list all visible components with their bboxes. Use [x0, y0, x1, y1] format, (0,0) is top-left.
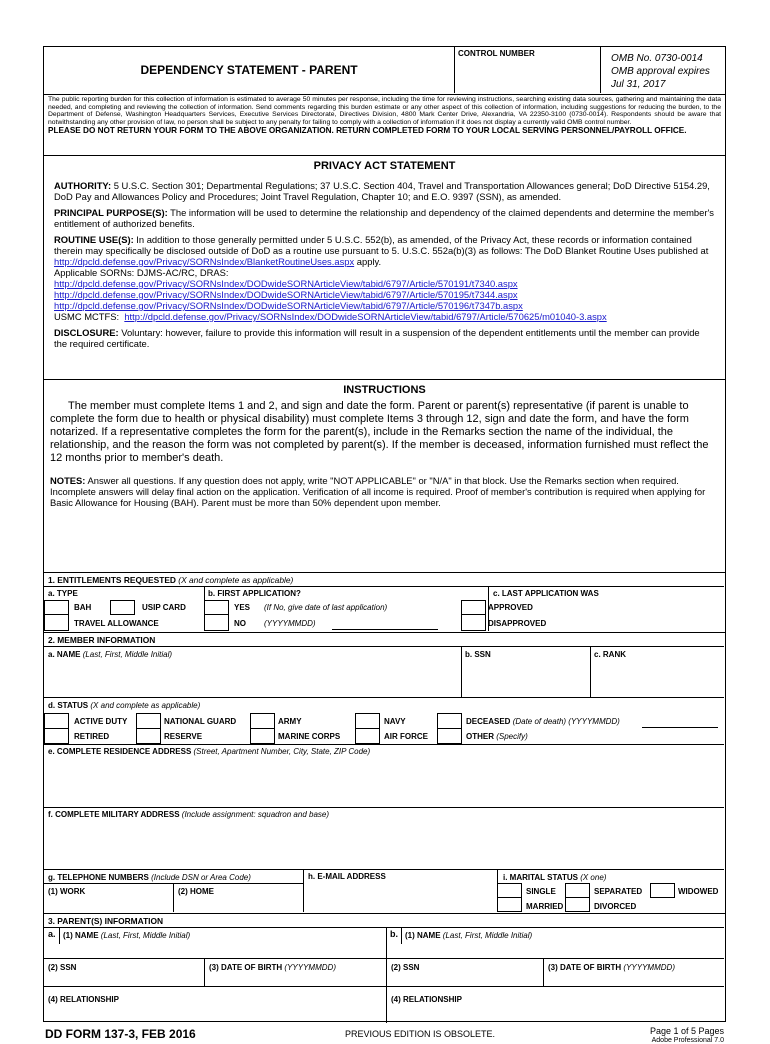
national-guard-label: NATIONAL GUARD [164, 717, 237, 726]
army-checkbox[interactable] [250, 713, 275, 729]
section-1-title [48, 575, 293, 585]
marital-label: i. MARITAL STATUS [503, 873, 578, 882]
parent-b-dob-label: (3) DATE OF BIRTH [548, 963, 622, 972]
parent-b-relationship-field[interactable]: (4) RELATIONSHIP [391, 995, 462, 1004]
parent-a-dob-label: (3) DATE OF BIRTH [209, 963, 283, 972]
navy-label: NAVY [384, 717, 406, 726]
burden-text: The public reporting burden for this collection of information is estimated to average 50 minutes per response, including the time for reviewing instructions, searching existing data sources, gathering and maintaining the data needed, and completing and reviewing the collection of information. Send comments regarding this burden estimate or any other aspect of this collection of information, including suggestions for reducing the burden, to the Department of Defense, Washington Headquarters Services, Executive Services Directorate, Directives Division, 4800 Mark Center Drive, Alexandria, VA 22350-3100 (0730-0014). Respondents should be aware that notwithstanding any other provision of law, no person shall be subject to any penalty for failing to comply with a collection of information if it does not display a currently valid OMB control number. [48, 96, 721, 126]
residence-address-label: e. COMPLETE RESIDENCE ADDRESS [48, 747, 192, 756]
disclosure-label: DISCLOSURE: [54, 327, 119, 338]
routine-text: In addition to those generally permitted under 5 U.S.C. 552(b), as amended, of the Privacy Act, these records or information contained therein may specifically be disclosed outside of DoD as a routine use pursuant to 5. U.S.C. 552a(b)(3) as follows: The DoD Blanket Routine Uses published at [54, 234, 709, 256]
marital-hint: (X one) [580, 873, 607, 882]
section-3-title: 3. PARENT(S) INFORMATION [48, 916, 164, 926]
omb-approval: OMB approval expires [611, 66, 710, 77]
date-of-death-line[interactable] [642, 727, 718, 728]
parent-a-name-field[interactable] [63, 931, 190, 940]
marine-corps-label: MARINE CORPS [278, 732, 341, 741]
reserve-checkbox[interactable] [136, 728, 161, 744]
telephone-label: g. TELEPHONE NUMBERS [48, 873, 149, 882]
yes-label: YES [234, 603, 251, 612]
authority-label: AUTHORITY: [54, 180, 112, 191]
national-guard-checkbox[interactable] [136, 713, 161, 729]
military-address-field[interactable] [48, 810, 329, 819]
email-field[interactable]: h. E-MAIL ADDRESS [308, 872, 386, 881]
military-address-label: f. COMPLETE MILITARY ADDRESS [48, 810, 180, 819]
page-count: Page 1 of 5 Pages [649, 1026, 724, 1036]
travel-checkbox[interactable] [44, 614, 69, 631]
usip-checkbox[interactable] [110, 600, 135, 615]
member-name-hint: (Last, First, Middle Initial) [82, 650, 173, 659]
parent-a-name-label: (1) NAME [63, 931, 99, 940]
usmc-label: USMC MCTFS: [54, 311, 120, 322]
notes-text: Answer all questions. If any question does not apply, write "NOT APPLICABLE" or "N/A" in that block. Use the Remarks section when required. Incomplete answers will delay final action on the application. Verification of all income is required. Proof of member's contribution is required when applying for Basic Allowance for Housing (BAH). Parent must be more than 50% dependent upon member. [50, 475, 706, 508]
other-checkbox[interactable] [437, 728, 462, 744]
yes-checkbox[interactable] [204, 600, 229, 615]
instructions-section [43, 379, 726, 573]
deceased-label: DECEASED [466, 717, 511, 726]
parent-a-name-hint: (Last, First, Middle Initial) [100, 931, 191, 940]
telephone-hint: (Include DSN or Area Code) [151, 873, 251, 882]
widowed-checkbox[interactable] [650, 883, 675, 898]
residence-address-hint: (Street, Apartment Number, City, State, ZIP Code) [193, 747, 371, 756]
parent-b-name-hint: (Last, First, Middle Initial) [442, 931, 533, 940]
deceased-hint: (Date of death) (YYYYMMDD) [512, 717, 620, 726]
form-title: DEPENDENCY STATEMENT - PARENT [140, 63, 358, 77]
usmc-link[interactable]: http://dpcld.defense.gov/Privacy/SORNsIndex/DODwideSORNArticleView/tabid/6797/Article/570625/m01040-3.aspx [124, 311, 607, 322]
routine-label: ROUTINE USE(S): [54, 234, 134, 245]
section-parents-info [43, 913, 726, 1022]
marine-corps-checkbox[interactable] [250, 728, 275, 744]
section-1-label: 1. ENTITLEMENTS REQUESTED [48, 575, 176, 585]
purpose-text: The information will be used to determine the relationship and dependency of the claimed dependents and determine the member's entitlement of authorized benefits. [54, 207, 714, 229]
other-field[interactable] [466, 732, 528, 741]
authority-text: 5 U.S.C. Section 301; Departmental Regulations; 37 U.S.C. Section 404, Travel and Transportation Allowances general; DoD Directive 5154.29, DoD Pay and Allowances Policy and Procedures; Joint Travel Regulation, Chapter 10; and E.O. 9397 (SSN), as amended. [54, 180, 710, 202]
divorced-label: DIVORCED [594, 902, 637, 911]
bah-checkbox[interactable] [44, 600, 69, 615]
air-force-checkbox[interactable] [355, 728, 380, 744]
sorn-link[interactable]: http://dpcld.defense.gov/Privacy/SORNsIndex/DODwideSORNArticleView/tabid/6797/Article/570195/t7344.aspx [54, 289, 518, 300]
sorn-link[interactable]: http://dpcld.defense.gov/Privacy/SORNsIndex/DODwideSORNArticleView/tabid/6797/Article/570196/t7347b.aspx [54, 300, 523, 311]
separated-label: SEPARATED [594, 887, 643, 896]
parent-b-name-field[interactable] [405, 931, 532, 940]
instructions-title: INSTRUCTIONS [343, 384, 426, 396]
no-checkbox[interactable] [204, 614, 229, 631]
retired-label: RETIRED [74, 732, 110, 741]
section-member-info [43, 632, 726, 914]
omb-date: Jul 31, 2017 [611, 79, 666, 90]
navy-checkbox[interactable] [355, 713, 380, 729]
member-name-field[interactable] [48, 650, 172, 659]
blanket-routine-link[interactable]: http://dpcld.defense.gov/Privacy/SORNsIndex/BlanketRoutineUses.aspx [54, 256, 355, 267]
married-label: MARRIED [526, 902, 564, 911]
status-hint: (X and complete as applicable) [90, 701, 201, 710]
army-label: ARMY [278, 717, 302, 726]
telephone-title [48, 873, 251, 882]
married-checkbox[interactable] [497, 897, 522, 912]
marital-title [503, 873, 606, 882]
parent-a-dob-field[interactable] [209, 963, 336, 972]
active-duty-label: ACTIVE DUTY [74, 717, 128, 726]
form-id: DD FORM 137-3, FEB 2016 [45, 1027, 196, 1041]
parent-b-marker: b. [390, 929, 398, 939]
routine-after: apply. [356, 256, 382, 267]
deceased-field [466, 717, 620, 726]
bah-label: BAH [74, 603, 92, 612]
work-phone-field[interactable]: (1) WORK [48, 887, 86, 896]
last-application-label: c. LAST APPLICATION WAS [493, 589, 599, 598]
parent-b-dob-hint: (YYYYMMDD) [623, 963, 675, 972]
notes-label: NOTES: [50, 475, 86, 486]
home-phone-field[interactable]: (2) HOME [178, 887, 214, 896]
disclosure-paragraph [54, 327, 715, 349]
date-hint: (YYYYMMDD) [264, 619, 316, 628]
parent-b-ssn-field[interactable]: (2) SSN [391, 963, 420, 972]
active-duty-checkbox[interactable] [44, 713, 69, 729]
last-application-date-line[interactable] [332, 629, 438, 630]
usmc-line [54, 311, 715, 322]
form-header [43, 46, 726, 95]
status-label: d. STATUS [48, 701, 89, 710]
parent-a-dob-hint: (YYYYMMDD) [284, 963, 336, 972]
first-application-label: b. FIRST APPLICATION? [208, 589, 301, 598]
section-1-hint: (X and complete as applicable) [178, 575, 294, 585]
separated-checkbox[interactable] [565, 883, 590, 898]
privacy-title: PRIVACY ACT STATEMENT [313, 160, 456, 172]
disapproved-label: DISAPPROVED [488, 619, 547, 628]
sorns-label: Applicable SORNs: DJMS-AC/RC, DRAS: [54, 267, 229, 278]
burden-statement [43, 94, 726, 156]
previous-edition-note: PREVIOUS EDITION IS OBSOLETE. [345, 1029, 496, 1039]
sorn-link[interactable]: http://dpcld.defense.gov/Privacy/SORNsIndex/DODwideSORNArticleView/tabid/6797/Article/570191/t7340.aspx [54, 278, 518, 289]
parent-b-dob-field[interactable] [548, 963, 675, 972]
type-label: a. TYPE [48, 589, 78, 598]
disclosure-text: Voluntary: however, failure to provide this information will result in a suspension of the dependent entitlements until the member can provide the required certificate. [54, 327, 700, 349]
status-title [48, 701, 200, 710]
military-address-hint: (Include assignment: squadron and base) [181, 810, 329, 819]
instructions-body: The member must complete Items 1 and 2, and sign and date the form. Parent or parent(s) representative (if parent is unable to complete the form due to health or physical disability) must complete Items 3 through 12, sign and date the form, and have the form notarized. If a representative completes the form for the parent(s), include in the Remarks section the name of the individual, the relationship, and the reason the form was not completed by parent(s). If the member is deceased, information furnished must reflect the 12 months prior to member's death. [50, 400, 709, 464]
authority-paragraph [54, 180, 715, 202]
member-ssn-field[interactable]: b. SSN [465, 650, 491, 659]
widowed-label: WIDOWED [678, 887, 719, 896]
air-force-label: AIR FORCE [384, 732, 428, 741]
disapproved-checkbox[interactable] [461, 614, 486, 631]
parent-a-relationship-field[interactable]: (4) RELATIONSHIP [48, 995, 119, 1004]
return-warning: PLEASE DO NOT RETURN YOUR FORM TO THE ABOVE ORGANIZATION. RETURN COMPLETED FORM TO YOUR LOCAL SERVING PERSONNEL/PAYROLL OFFICE. [48, 126, 687, 136]
single-label: SINGLE [526, 887, 556, 896]
retired-checkbox[interactable] [44, 728, 69, 744]
parent-a-ssn-field[interactable]: (2) SSN [48, 963, 77, 972]
privacy-act-section [43, 155, 726, 380]
section-entitlements [43, 572, 726, 633]
single-checkbox[interactable] [497, 883, 522, 898]
yes-hint: (If No, give date of last application) [264, 603, 388, 612]
parent-b-name-label: (1) NAME [405, 931, 441, 940]
control-number-label: CONTROL NUMBER [458, 49, 535, 58]
member-name-label: a. NAME [48, 650, 81, 659]
purpose-label: PRINCIPAL PURPOSE(S): [54, 207, 168, 218]
other-label: OTHER [466, 732, 494, 741]
reserve-label: RESERVE [164, 732, 203, 741]
no-label: NO [234, 619, 246, 628]
notes-paragraph [50, 475, 719, 508]
omb-number: OMB No. 0730-0014 [611, 53, 703, 64]
purpose-paragraph [54, 207, 715, 229]
routine-paragraph [54, 234, 715, 267]
deceased-checkbox[interactable] [437, 713, 462, 729]
travel-label: TRAVEL ALLOWANCE [74, 619, 159, 628]
section-2-title: 2. MEMBER INFORMATION [48, 635, 156, 645]
approved-checkbox[interactable] [461, 600, 486, 615]
adobe-version: Adobe Professional 7.0 [651, 1037, 724, 1044]
approved-label: APPROVED [488, 603, 533, 612]
residence-address-field[interactable] [48, 747, 370, 756]
member-rank-field[interactable]: c. RANK [594, 650, 627, 659]
usip-label: USIP CARD [142, 603, 186, 612]
other-hint: (Specify) [496, 732, 528, 741]
parent-a-marker: a. [48, 929, 56, 939]
divorced-checkbox[interactable] [565, 897, 590, 912]
